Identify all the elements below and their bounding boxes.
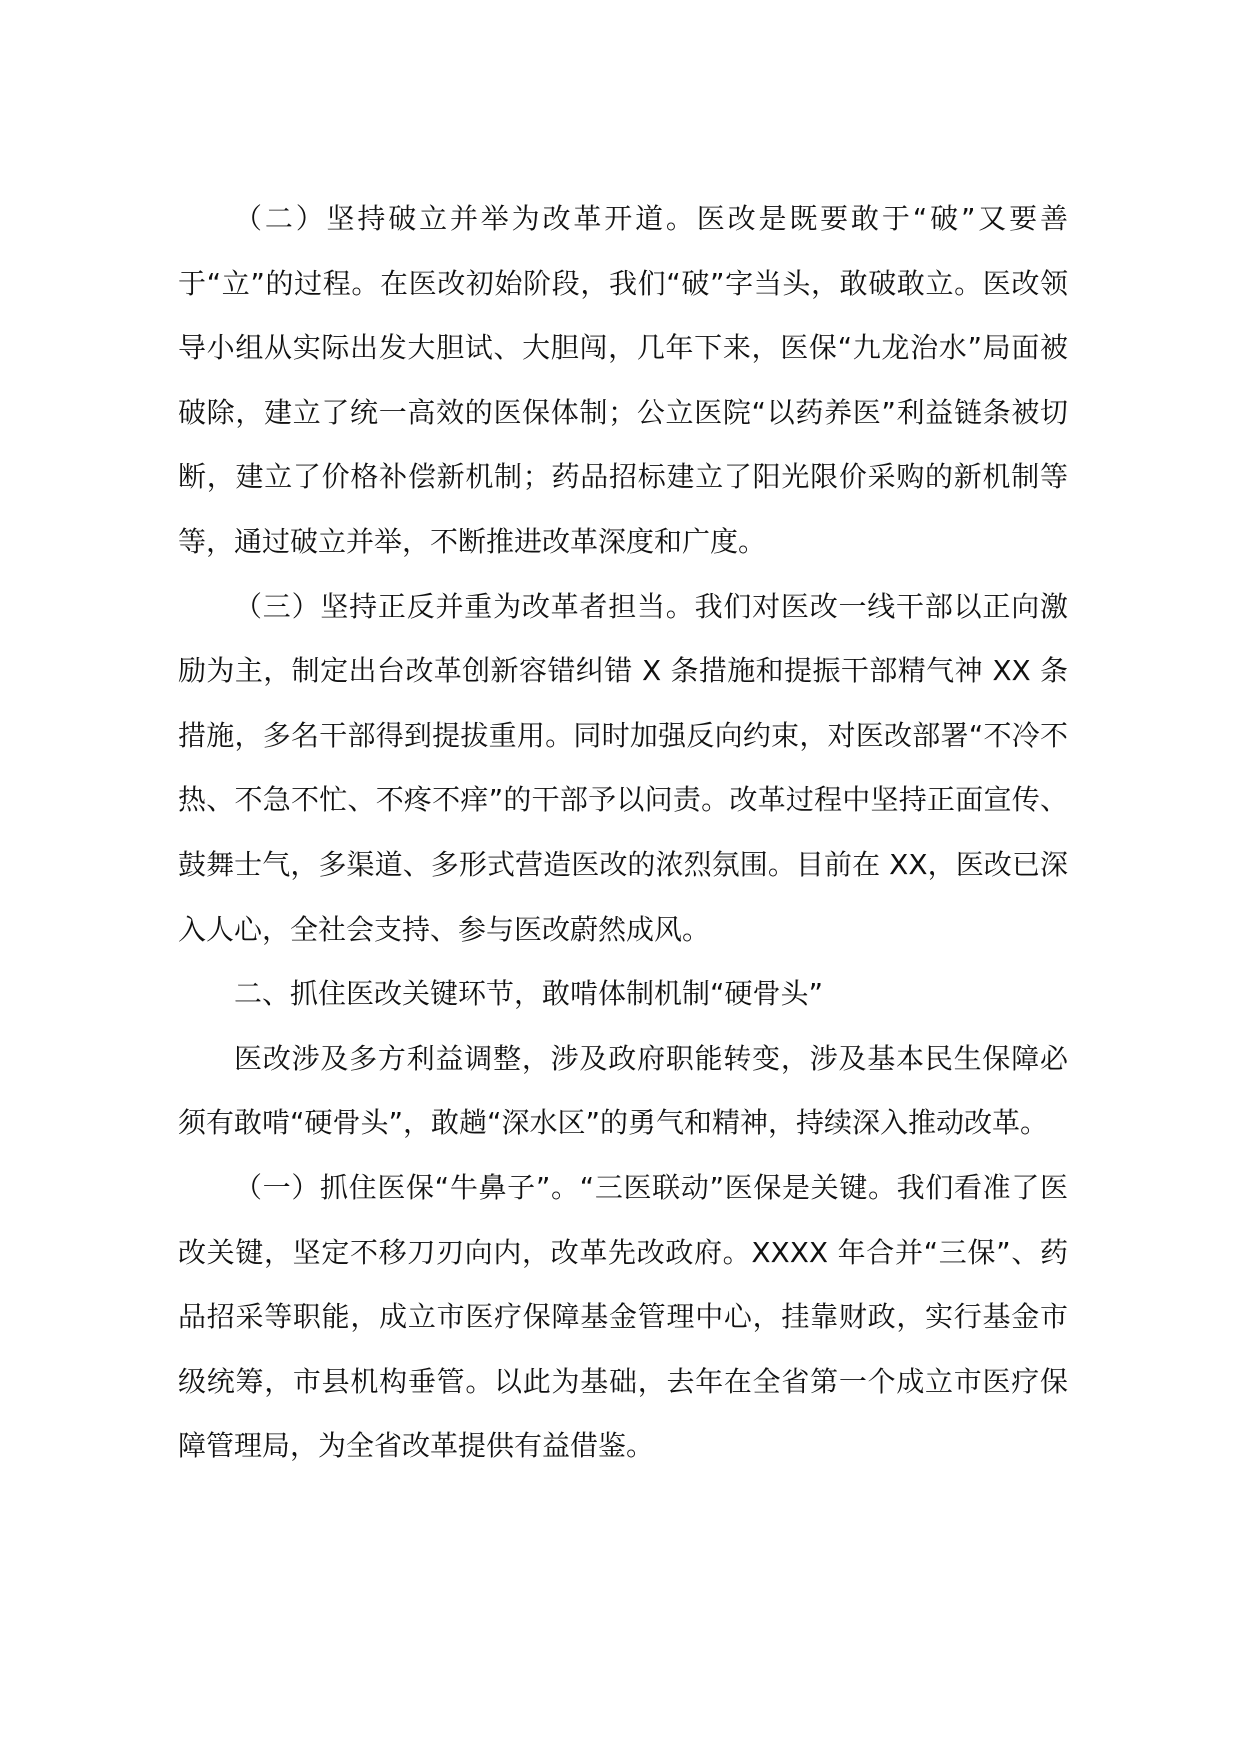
paragraph-section-intro: 医改涉及多方利益调整，涉及政府职能转变，涉及基本民生保障必须有敢啃“硬骨头”，敢趟“深水区”的勇气和精神，持续深入推动改革。 (178, 1041, 1068, 1140)
paragraph-positive-and-negative: （三）坚持正反并重为改革者担当。我们对医改一线干部以正向激励为主，制定出台改革创新容错纠错 X 条措施和提振干部精气神 XX 条措施，多名干部得到提拔重用。同时加强反向约束，对医改部署“不冷不热、不急不忙、不疼不痒”的干部予以问责。改革过程中坚持正面宣传、鼓舞士气，多渠道、多形式营造医改的浓烈氛围。目前在 XX，医改已深入人心，全社会支持、参与医改蔚然成风。 (178, 589, 1068, 946)
document-body (178, 187, 1068, 1479)
paragraph-medical-insurance: （一）抓住医保“牛鼻子”。“三医联动”医保是关键。我们看准了医改关键，坚定不移刀刃向内，改革先改政府。XXXX 年合并“三保”、药品招采等职能，成立市医疗保障基金管理中心，挂靠财政，实行基金市级统筹，市县机构垂管。以此为基础，去年在全省第一个成立市医疗保障管理局，为全省改革提供有益借鉴。 (178, 1170, 1068, 1463)
section-heading-key-links: 二、抓住医改关键环节，敢啃体制机制“硬骨头” (234, 977, 824, 1011)
paragraph-breaking-and-establishing: （二）坚持破立并举为改革开道。医改是既要敢于“破”又要善于“立”的过程。在医改初始阶段，我们“破”字当头，敢破敢立。医改领导小组从实际出发大胆试、大胆闯，几年下来，医保“九龙治水”局面被破除，建立了统一高效的医保体制；公立医院“以药养医”利益链条被切断，建立了价格补偿新机制；药品招标建立了阳光限价采购的新机制等等，通过破立并举，不断推进改革深度和广度。 (178, 202, 1068, 558)
